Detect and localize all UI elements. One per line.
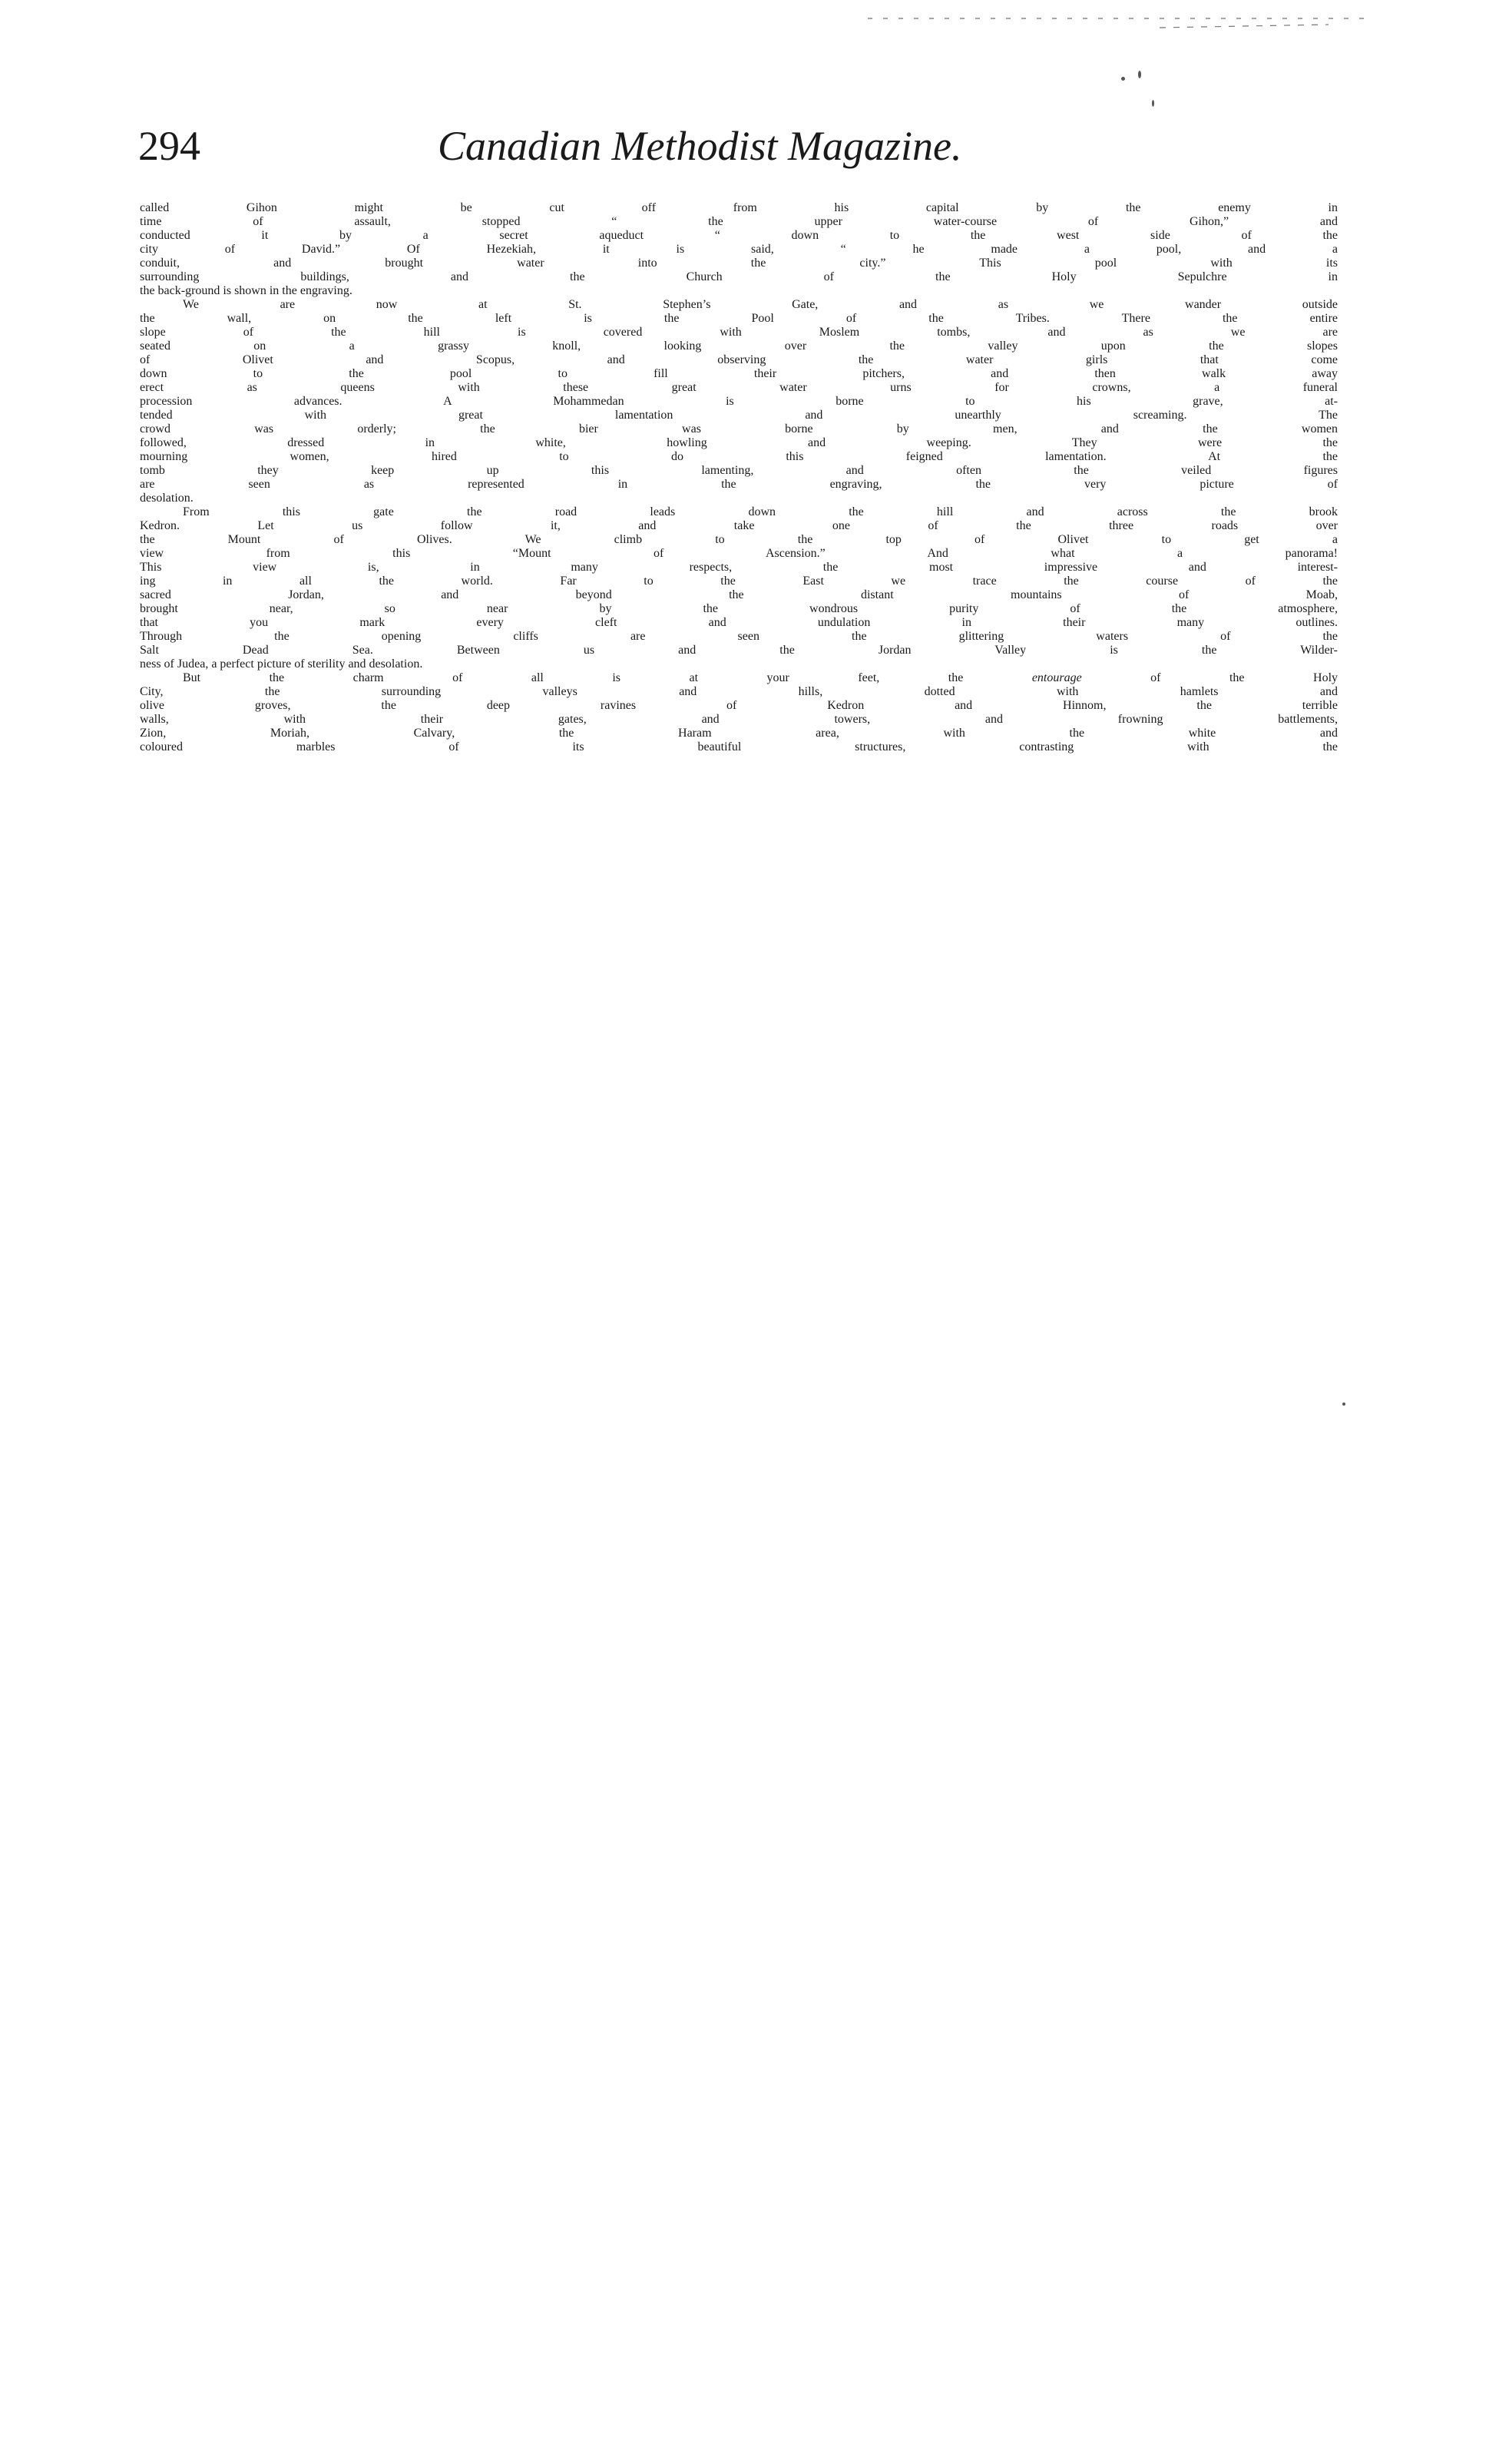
scan-speck xyxy=(1342,1403,1345,1406)
scan-speck xyxy=(1121,77,1125,81)
paragraph-1 xyxy=(140,201,1338,298)
text-line: city of David.” Of Hezekiah, it is said, “ he made a pool, and a xyxy=(140,243,1338,256)
page-header xyxy=(138,115,1336,177)
text-line: procession advances. A Mohammedan is borne to his grave, at- xyxy=(140,395,1338,408)
text-line: view from this “Mount of Ascension.” And what a panorama! xyxy=(140,547,1338,560)
text-line: crowd was orderly; the bier was borne by men, and the women xyxy=(140,422,1338,436)
text-line: coloured marbles of its beautiful structures, contrasting with the xyxy=(140,740,1338,753)
scan-speck xyxy=(1152,100,1154,107)
text-line: City, the surrounding valleys and hills, dotted with hamlets and xyxy=(140,685,1338,698)
text-line: that you mark every cleft and undulation in their many outlines. xyxy=(140,616,1338,629)
text-line: conducted it by a secret aqueduct “ down to the west side of the xyxy=(140,229,1338,242)
text-line: tended with great lamentation and unearthly screaming. The xyxy=(140,409,1338,422)
text-line: Zion, Moriah, Calvary, the Haram area, with the white and xyxy=(140,727,1338,740)
text-line: This view is, in many respects, the most impressive and interest- xyxy=(140,561,1338,574)
running-title: Canadian Methodist Magazine. xyxy=(438,123,962,169)
text-line xyxy=(140,671,1338,685)
paragraph-2 xyxy=(140,298,1338,505)
scan-speck xyxy=(1138,71,1141,78)
text-line: the back-ground is shown in the engraving. xyxy=(140,284,352,297)
text-line: Salt Dead Sea. Between us and the Jordan Valley is the Wilder- xyxy=(140,644,1338,657)
text-line: slope of the hill is covered with Moslem tombs, and as we are xyxy=(140,326,1338,339)
text-line: Kedron. Let us follow it, and take one of the three roads over xyxy=(140,519,1338,532)
text-line: tomb they keep up this lamenting, and often the veiled figures xyxy=(140,464,1338,477)
body-text xyxy=(140,201,1338,754)
text-line: are seen as represented in the engraving, the very picture of xyxy=(140,478,1338,491)
text-line: sacred Jordan, and beyond the distant mountains of Moab, xyxy=(140,588,1338,601)
text-line: ness of Judea, a perfect picture of sterility and desolation. xyxy=(140,657,423,671)
text-line: walls, with their gates, and towers, and frowning battlements, xyxy=(140,713,1338,726)
text-line: ing in all the world. Far to the East we trace the course of the xyxy=(140,575,1338,588)
text-line: From this gate the road leads down the hill and across the brook xyxy=(183,505,1338,518)
text-run: But the charm of all is at your feet, the xyxy=(183,671,1032,684)
page-number: 294 xyxy=(138,123,200,169)
paragraph-3 xyxy=(140,505,1338,671)
text-run: of the Holy xyxy=(1081,671,1339,684)
text-line: conduit, and brought water into the city.” This pool with its xyxy=(140,257,1338,270)
paragraph-4 xyxy=(140,671,1338,754)
text-line: surrounding buildings, and the Church of the Holy Sepulchre in xyxy=(140,270,1338,283)
text-line: the Mount of Olives. We climb to the top of Olivet to get a xyxy=(140,533,1338,546)
text-line: time of assault, stopped “ the upper water-course of Gihon,” and xyxy=(140,215,1338,228)
text-line: desolation. xyxy=(140,492,194,505)
text-line: followed, dressed in white, howling and weeping. They were the xyxy=(140,436,1338,449)
text-line: called Gihon might be cut off from his capital by the enemy in xyxy=(140,201,1338,214)
text-line: olive groves, the deep ravines of Kedron and Hinnom, the terrible xyxy=(140,699,1338,712)
text-line: mourning women, hired to do this feigned lamentation. At the xyxy=(140,450,1338,463)
text-line: down to the pool to fill their pitchers, and then walk away xyxy=(140,367,1338,380)
text-line: Through the opening cliffs are seen the glittering waters of the xyxy=(140,630,1338,643)
text-line: brought near, so near by the wondrous purity of the atmosphere, xyxy=(140,602,1338,615)
scan-artifact xyxy=(837,11,1375,41)
text-line: erect as queens with these great water urns for crowns, a funeral xyxy=(140,381,1338,394)
italic-term: entourage xyxy=(1031,671,1082,684)
text-line: We are now at St. Stephen’s Gate, and as we wander outside xyxy=(183,298,1338,311)
text-line: of Olivet and Scopus, and observing the water girls that come xyxy=(140,353,1338,366)
text-line: seated on a grassy knoll, looking over the valley upon the slopes xyxy=(140,339,1338,353)
text-line: the wall, on the left is the Pool of the Tribes. There the entire xyxy=(140,312,1338,325)
